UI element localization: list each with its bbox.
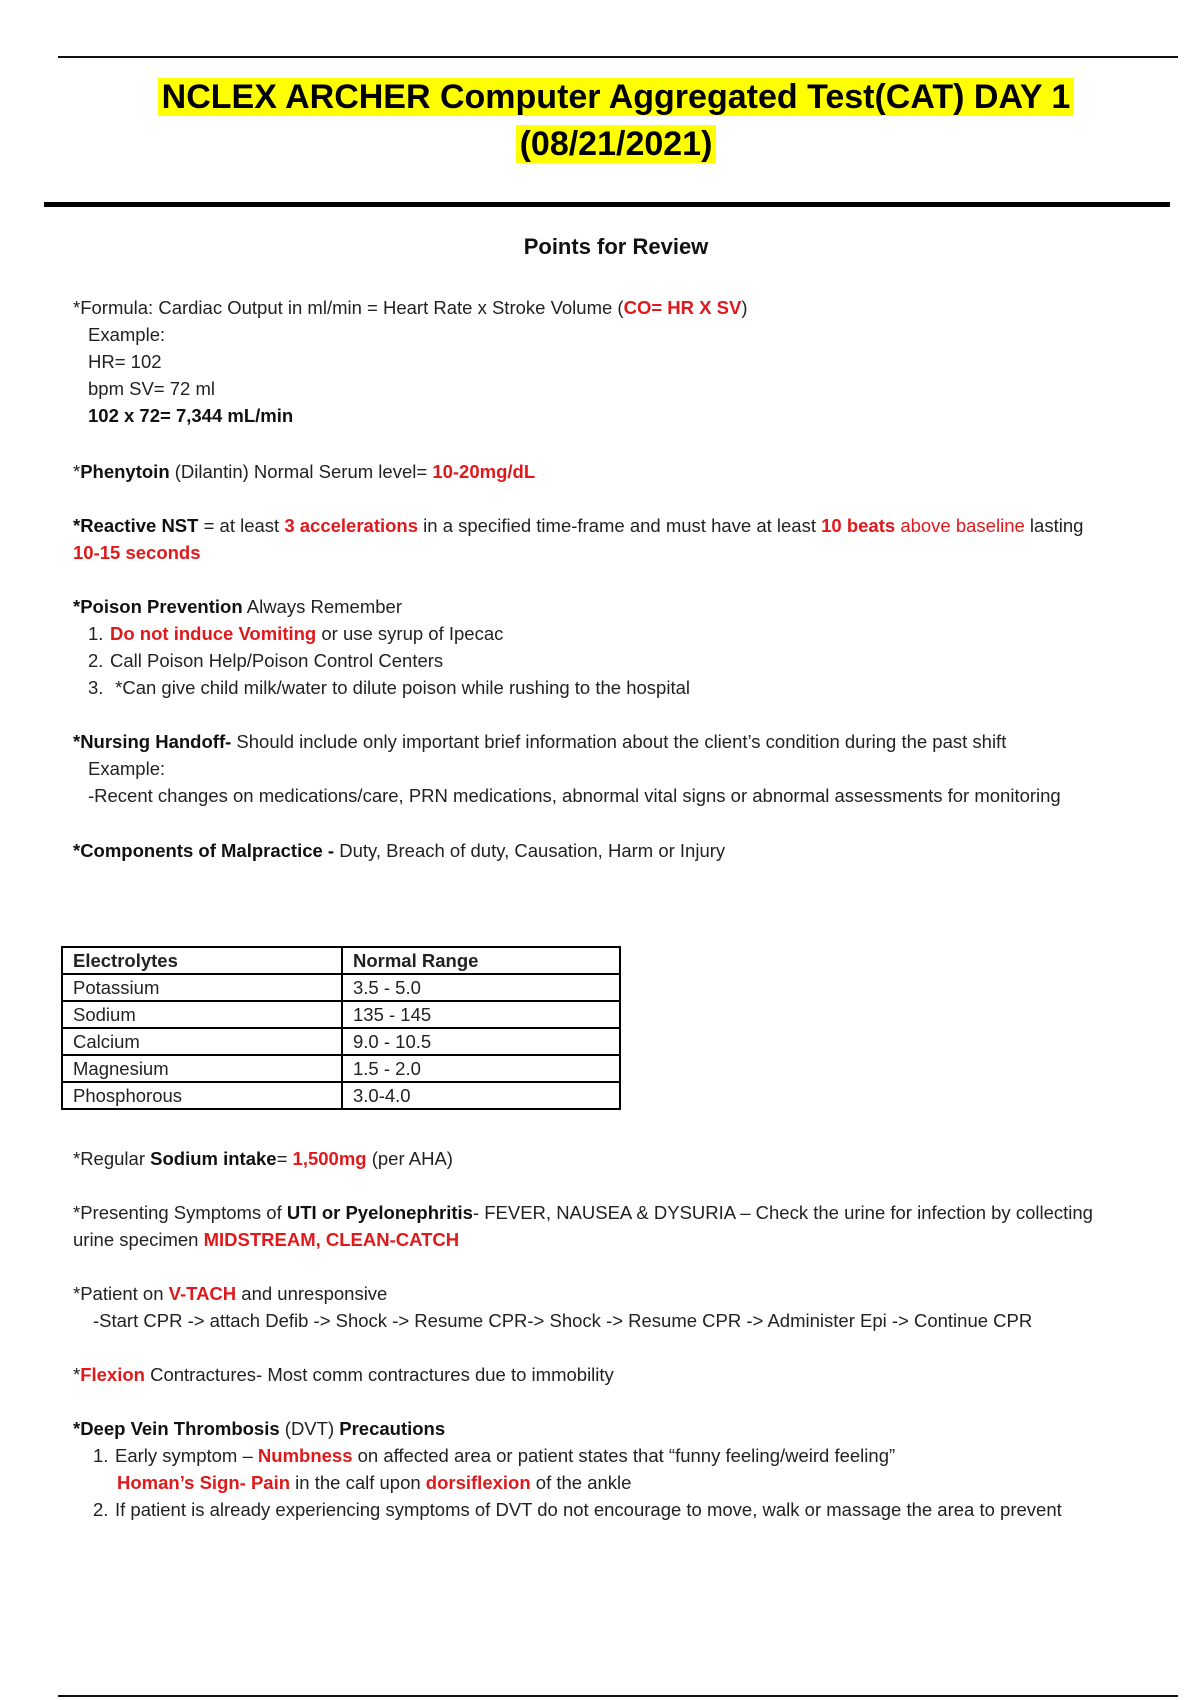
sodium-value: 1,500mg bbox=[292, 1148, 367, 1169]
top-rule bbox=[58, 56, 1178, 58]
uti-label: UTI or Pyelonephritis bbox=[286, 1202, 473, 1223]
title-line-1: NCLEX ARCHER Computer Aggregated Test(CAT) DAY 1 bbox=[158, 78, 1075, 116]
list-item: 1. Do not induce Vomiting or use syrup of Ipecac bbox=[88, 623, 504, 644]
title-line-2: (08/21/2021) bbox=[516, 125, 717, 163]
sodium-label: Sodium intake bbox=[150, 1148, 277, 1169]
flexion-section: *Flexion Contractures- Most comm contractures due to immobility bbox=[73, 1364, 614, 1385]
table-row: Magnesium 1.5 - 2.0 bbox=[62, 1055, 620, 1082]
nst-beats: 10 beats bbox=[821, 515, 896, 536]
nst-baseline: above baseline bbox=[900, 515, 1025, 536]
malpractice-label: *Components of Malpractice - bbox=[73, 840, 335, 861]
flexion-label: Flexion bbox=[80, 1364, 145, 1385]
list-item: 2. If patient is already experiencing symptoms of DVT do not encourage to move, walk or massage the area to prevent bbox=[93, 1499, 1062, 1520]
section-heading: Points for Review bbox=[523, 234, 709, 259]
nst-section: *Reactive NST = at least 3 accelerations in a specified time-frame and must have at least 10 beats above baseline lasting 10-15 seconds bbox=[73, 515, 1084, 563]
page-title bbox=[0, 74, 1200, 168]
handoff-section: *Nursing Handoff- Should include only important brief information about the client’s condition during the past shift Example: -Recent changes on medications/care, PRN medications, abnormal vital signs or abnormal assessments for monitoring bbox=[73, 728, 1163, 809]
poison-section: *Poison Prevention Always Remember 1. Do not induce Vomiting or use syrup of Ipecac 2. Call Poison Help/Poison Control Centers 3. *Can give child milk/water to dilute poison while rushing to the hospital bbox=[73, 593, 1163, 701]
list-item: 1. Early symptom – Numbness on affected area or patient states that “funny feeling/weird feeling” bbox=[93, 1445, 896, 1466]
table-row: Phosphorous 3.0-4.0 bbox=[62, 1082, 620, 1109]
cardiac-formula: CO= HR X SV bbox=[623, 297, 742, 318]
phenytoin-section: *Phenytoin (Dilantin) Normal Serum level= 10-20mg/dL bbox=[73, 461, 536, 482]
bottom-rule bbox=[58, 1695, 1178, 1697]
cardiac-sv: bpm SV= 72 ml bbox=[88, 378, 215, 399]
phenytoin-value: 10-20mg/dL bbox=[432, 461, 536, 482]
poison-label: *Poison Prevention bbox=[73, 596, 243, 617]
nst-accelerations: 3 accelerations bbox=[284, 515, 419, 536]
uti-section: *Presenting Symptoms of UTI or Pyelonephritis- FEVER, NAUSEA & DYSURIA – Check the urine for infection by collecting urine specimen MIDSTREAM, CLEAN-CATCH bbox=[73, 1202, 1093, 1250]
electrolytes-table bbox=[61, 946, 621, 1110]
table-row: Calcium 9.0 - 10.5 bbox=[62, 1028, 620, 1055]
dvt-numbness: Numbness bbox=[257, 1445, 353, 1466]
dvt-label: *Deep Vein Thrombosis bbox=[73, 1418, 280, 1439]
cardiac-hr: HR= 102 bbox=[88, 351, 162, 372]
cardiac-result: 102 x 72= 7,344 mL/min bbox=[88, 405, 294, 426]
vtach-label: V-TACH bbox=[168, 1283, 237, 1304]
list-item: 2. Call Poison Help/Poison Control Centers bbox=[88, 650, 444, 671]
vtach-section: *Patient on V-TACH and unresponsive -Start CPR -> attach Defib -> Shock -> Resume CPR-> Shock -> Resume CPR -> Administer Epi -> Continue CPR bbox=[73, 1280, 1163, 1334]
cardiac-output-section bbox=[73, 294, 1163, 429]
handoff-example: -Recent changes on medications/care, PRN medications, abnormal vital signs or abnormal assessments for monitoring bbox=[88, 785, 1061, 806]
homan-sign-line: Homan’s Sign- Pain in the calf upon dorsiflexion of the ankle bbox=[117, 1472, 632, 1493]
sodium-section: *Regular Sodium intake= 1,500mg (per AHA) bbox=[73, 1148, 453, 1169]
vtach-steps: -Start CPR -> attach Defib -> Shock -> Resume CPR-> Shock -> Resume CPR -> Administer Epi -> Continue CPR bbox=[93, 1310, 1033, 1331]
nst-duration: 10-15 seconds bbox=[73, 542, 201, 563]
table-header-row: Electrolytes Normal Range bbox=[62, 947, 620, 974]
title-divider bbox=[44, 202, 1170, 207]
handoff-label: *Nursing Handoff- bbox=[73, 731, 232, 752]
dvt-section: *Deep Vein Thrombosis (DVT) Precautions 1. Early symptom – Numbness on affected area or patient states that “funny feeling/weird feeling” Homan’s Sign- Pain in the calf upon dorsiflexion of the ankle 2. If patient is already experiencing symptoms of DVT do not encourage to move, walk or massage the area to prevent bbox=[73, 1415, 1163, 1523]
uti-specimen: MIDSTREAM, CLEAN-CATCH bbox=[203, 1229, 460, 1250]
cardiac-formula-line: *Formula: Cardiac Output in ml/min = Heart Rate x Stroke Volume (CO= HR X SV) bbox=[73, 297, 748, 318]
nst-label: *Reactive NST bbox=[73, 515, 199, 536]
malpractice-section: *Components of Malpractice - Duty, Breach of duty, Causation, Harm or Injury bbox=[73, 840, 726, 861]
cardiac-example-label: Example: bbox=[88, 324, 166, 345]
table-row: Sodium 135 - 145 bbox=[62, 1001, 620, 1028]
list-item: 3. *Can give child milk/water to dilute poison while rushing to the hospital bbox=[88, 677, 690, 698]
phenytoin-label: Phenytoin bbox=[80, 461, 170, 482]
table-row: Potassium 3.5 - 5.0 bbox=[62, 974, 620, 1001]
